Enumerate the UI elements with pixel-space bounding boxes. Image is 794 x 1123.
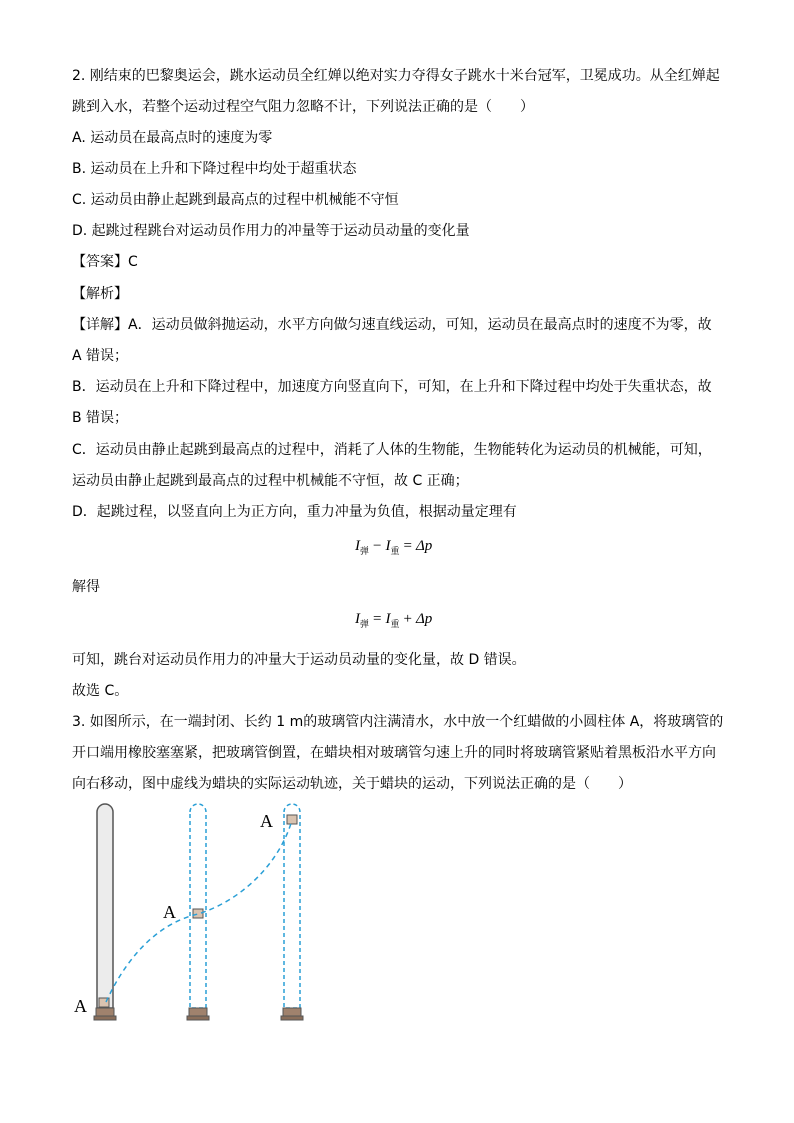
stopper-base [187,1016,209,1020]
rubber-stopper [189,1008,207,1016]
q3-stem-line2: 开口端用橡胶塞塞紧，把玻璃管倒置，在蜡块相对玻璃管匀速上升的同时将玻璃管紧贴着黑板沿水平方向 [72,745,716,761]
impulse-equation-2: $I_弹 = I_重 + \Delta p$ [355,611,433,629]
q2-option-c: C. 运动员由静止起跳到最高点的过程中机械能不守恒 [72,192,399,208]
q2-solve-label: 解得 [72,579,100,595]
rubber-stopper [283,1008,301,1016]
wax-block [287,815,297,824]
rubber-stopper [96,1008,114,1016]
q2-detail-line: A 错误； [72,348,129,364]
glass-tube-figure [68,800,328,1030]
label-a-bottom: A [74,996,87,1016]
q2-detail-line: B．运动员在上升和下降过程中，加速度方向竖直向下，可知，在上升和下降过程中均处于失重状态，故 [72,379,712,395]
stopper-base [281,1016,303,1020]
label-a-middle: A [163,902,176,922]
stopper-base [94,1016,116,1020]
q2-option-b: B. 运动员在上升和下降过程中均处于超重状态 [72,161,357,177]
impulse-equation-1: $I_弹 - I_重 = \Delta p$ [355,538,433,556]
q2-answer: 【答案】C [72,254,138,270]
q2-detail-line: 【详解】A．运动员做斜抛运动，水平方向做匀速直线运动，可知，运动员在最高点时的速度不为零，故 [72,317,712,333]
label-a-top: A [260,811,273,831]
q2-stem-line1: 2. 刚结束的巴黎奥运会，跳水运动员全红婵以绝对实力夺得女子跳水十米台冠军，卫冕成功。从全红婵起 [72,68,720,84]
q2-detail-line: 运动员由静止起跳到最高点的过程中机械能不守恒，故 C 正确； [72,473,469,489]
glass-tube-3 [281,804,303,1020]
q2-conclusion: 可知，跳台对运动员作用力的冲量大于运动员动量的变化量，故 D 错误。 [72,652,526,668]
q3-stem-line1: 3. 如图所示，在一端封闭、长约 1 m的玻璃管内注满清水，水中放一个红蜡做的小圆柱体 A，将玻璃管的 [72,714,724,730]
q2-analysis-heading: 【解析】 [72,286,128,302]
q2-option-d: D. 起跳过程跳台对运动员作用力的冲量等于运动员动量的变化量 [72,223,470,239]
q2-detail-line: D．起跳过程，以竖直向上为正方向，重力冲量为负值，根据动量定理有 [72,504,517,520]
glass-tube-1 [94,804,116,1020]
q3-stem-line3: 向右移动，图中虚线为蜡块的实际运动轨迹，关于蜡块的运动，下列说法正确的是（ ） [72,776,632,792]
q2-detail-line: C．运动员由静止起跳到最高点的过程中，消耗了人体的生物能，生物能转化为运动员的机械能，可知， [72,442,712,458]
q2-stem-line2: 跳到入水，若整个运动过程空气阻力忽略不计，下列说法正确的是（ ） [72,99,534,115]
q2-option-a: A. 运动员在最高点时的速度为零 [72,130,273,146]
q2-choose: 故选 C。 [72,683,129,699]
q2-detail-line: B 错误； [72,410,129,426]
